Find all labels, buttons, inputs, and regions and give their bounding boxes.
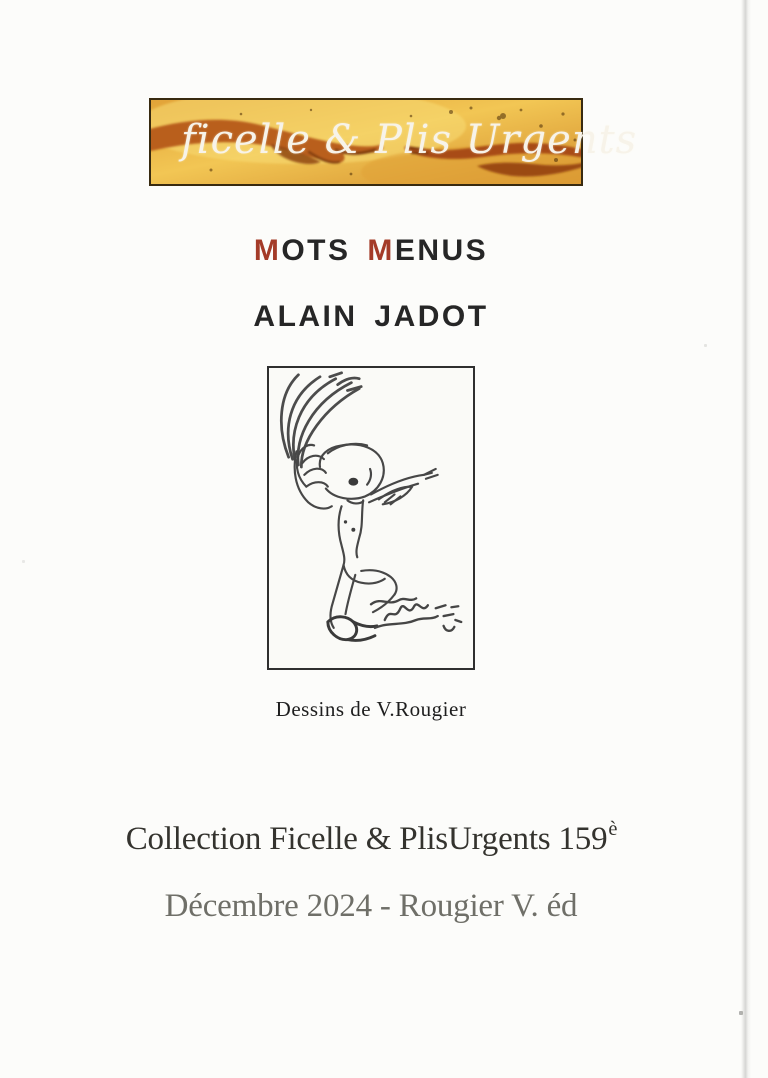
illustration-frame (267, 366, 475, 670)
ground-scribble (371, 598, 461, 630)
collection-superscript: è (608, 817, 618, 840)
scan-speck (739, 1011, 743, 1015)
author-name: ALAIN JADOT (253, 300, 489, 333)
plant-stalks (281, 373, 361, 467)
collection-line (0, 817, 742, 858)
cherub-torso (339, 500, 364, 565)
scan-edge-artifact (741, 0, 751, 1078)
left-wing (295, 445, 332, 509)
illustration-caption: Dessins de V.Rougier (275, 697, 467, 721)
book-title (0, 234, 742, 268)
title-part-accent: M (253, 234, 282, 267)
foot-scribble (328, 617, 377, 641)
imprint-banner (149, 98, 638, 186)
cherub-head (320, 444, 384, 504)
date-line: Décembre 2024 - Rougier V. éd (164, 888, 578, 924)
title-part: OTS (281, 234, 368, 267)
title-part-accent: M (367, 234, 395, 267)
scan-speck (22, 560, 25, 563)
cherub-sketch (269, 368, 473, 668)
title-part: ENUS (394, 234, 489, 267)
scan-speck (704, 344, 707, 347)
collection-text: Collection Ficelle & PlisUrgents 159 (125, 821, 608, 857)
imprint-name: ficelle & Plis Urgents (181, 117, 638, 164)
